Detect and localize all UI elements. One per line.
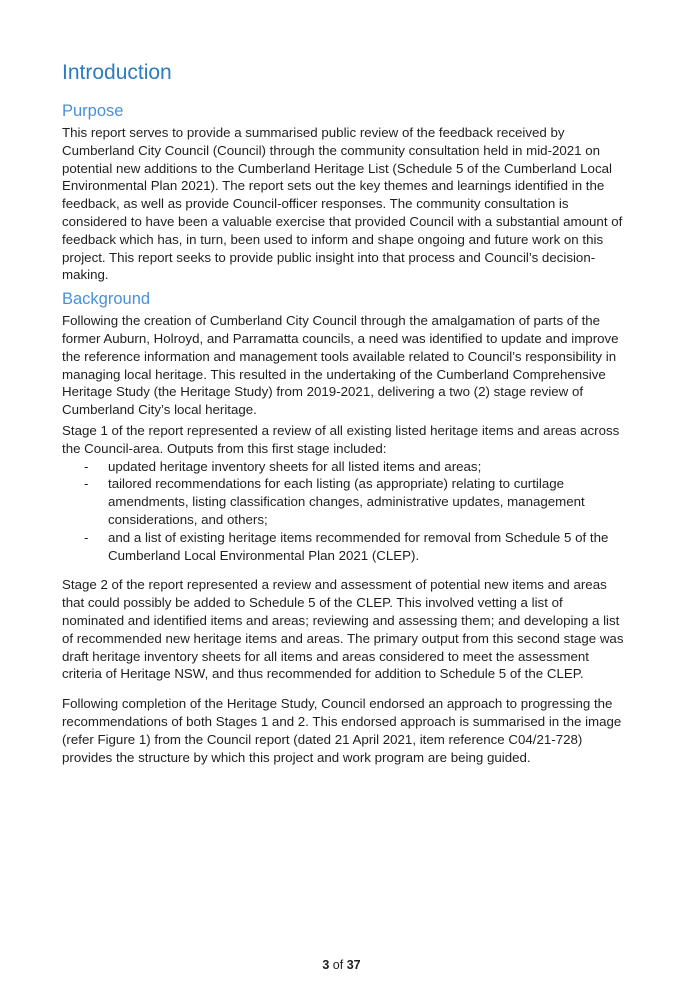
page-title: Introduction [62,61,172,84]
page-number-footer [0,958,683,972]
stage1-intro-paragraph: Stage 1 of the report represented a review of all existing listed heritage items and areas across the Council-area. Outputs from this first stage included: [62,422,620,456]
following-paragraph: Following completion of the Heritage Study, Council endorsed an approach to progressing the recommendations of both Stages 1 and 2. This endorsed approach is summarised in the image (refer Figure 1) from the Council report (dated 21 April 2021, item reference C04/21-728) provides the structure by which this project and work program are being guided. [62,696,622,765]
page-number-separator: of [332,958,344,972]
dash-bullet: - [84,458,89,474]
dash-bullet: - [84,476,89,492]
list-item-text: and a list of existing heritage items recommended for removal from Schedule 5 of the Cumberland Local Environmental Plan 2021 (CLEP). [108,529,609,563]
list-item [62,529,627,565]
list-item-text: updated heritage inventory sheets for all listed items and areas; [108,458,482,474]
list-item [62,458,627,476]
stage1-outputs-list [62,458,627,565]
dash-bullet: - [84,529,89,545]
document-page [62,58,627,766]
total-pages-number: 37 [346,958,361,972]
stage2-paragraph: Stage 2 of the report represented a review and assessment of potential new items and areas that could possibly be added to Schedule 5 of the CLEP. This involved vetting a list of nominated and identified items and areas; reviewing and assessing them; and developing a list of recommended new heritage items and areas. The primary output from this second stage was draft heritage inventory sheets for all items and areas considered to meet the assessment criteria of Heritage NSW, and thus recommended for addition to Schedule 5 of the CLEP. [62,577,624,682]
list-item [62,475,627,528]
section-heading-background: Background [62,290,151,309]
purpose-paragraph: This report serves to provide a summarised public review of the feedback received by Cumberland City Council (Council) through the community consultation held in mid-2021 on potential new additions to the Cumberland Heritage List (Schedule 5 of the Cumberland Local Environmental Plan 2021). The report sets out the key themes and learnings identified in the feedback, as well as provide Council-officer responses. The community consultation is considered to have been a valuable exercise that provided Council with a substantial amount of feedback which has, in turn, been used to inform and shape ongoing and future work on this project. This report seeks to provide public insight into that process and Council’s decision-making. [62,125,623,283]
background-paragraph: Following the creation of Cumberland City Council through the amalgamation of parts of the former Auburn, Holroyd, and Parramatta councils, a need was identified to update and improve the reference information and management tools available related to Council’s responsibility in managing local heritage. This resulted in the undertaking of the Cumberland Comprehensive Heritage Study (the Heritage Study) from 2019-2021, delivering a two (2) stage review of Cumberland City’s local heritage. [62,313,619,418]
section-heading-purpose: Purpose [62,102,124,120]
current-page-number: 3 [322,958,330,972]
list-item-text: tailored recommendations for each listing (as appropriate) relating to curtilage amendments, listing classification changes, administrative updates, management considerations, and others; [108,476,585,527]
